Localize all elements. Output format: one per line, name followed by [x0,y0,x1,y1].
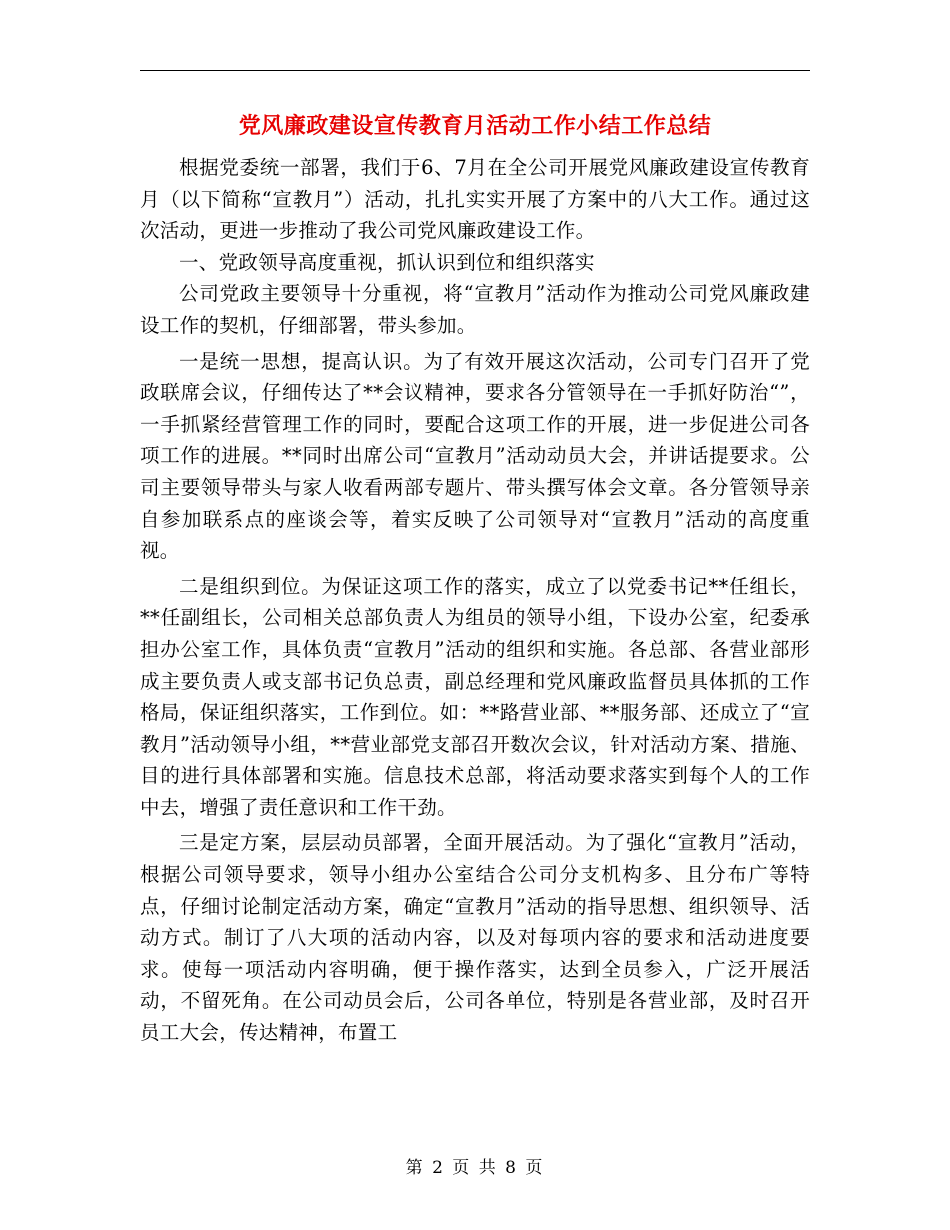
paragraph-point-2: 二是组织到位。为保证这项工作的落实，成立了以党委书记**任组长，**任副组长，公司相关总部负责人为组员的领导小组，下设办公室，纪委承担办公室工作，具体负责“宣教月”活动的组织和实施。各总部、各营业部形成主要负责人或支部书记负总责，副总经理和党风廉政监督员具体抓的工作格局，保证组织落实，工作到位。如：**路营业部、**服务部、还成立了“宣教月”活动领导小组，**营业部党支部召开数次会议，针对活动方案、措施、目的进行具体部署和实施。信息技术总部，将活动要求落实到每个人的工作中去，增强了责任意识和工作干劲。 [140,574,810,819]
header-rule [140,70,810,71]
document-title: 党风廉政建设宣传教育月活动工作小结工作总结 [238,113,712,139]
paragraph-point-3: 三是定方案，层层动员部署，全面开展活动。为了强化“宣教月”活动，根据公司领导要求，领导小组办公室结合公司分支机构多、且分布广等特点，仔细讨论制定活动方案，确定“宣教月”活动的指导思想、组织领导、活动方式。制订了八大项的活动内容，以及对每项内容的要求和活动进度要求。使每一项活动内容明确，便于操作落实，达到全员参入，广泛开展活动，不留死角。在公司动员会后，公司各单位，特别是各营业部，及时召开员工大会，传达精神，布置工 [140,831,810,1045]
paragraph-intro: 根据党委统一部署，我们于6、7月在全公司开展党风廉政建设宣传教育月（以下简称“宣教月”）活动，扎扎实实开展了方案中的八大工作。通过这次活动，更进一步推动了我公司党风廉政建设工作。 [140,156,810,243]
paragraph-point-1: 一是统一思想，提高认识。为了有效开展这次活动，公司专门召开了党政联席会议，仔细传达了**会议精神，要求各分管领导在一手抓好防治“”，一手抓紧经营管理工作的同时，要配合这项工作的开展，进一步促进公司各项工作的进展。**同时出席公司“宣教月”活动动员大会，并讲话提要求。公司主要领导带头与家人收看两部专题片、带头撰写体会文章。各分管领导亲自参加联系点的座谈会等，着实反映了公司领导对“宣教月”活动的高度重视。 [140,349,810,563]
page-footer: 第 2 页 共 8 页 [405,1158,545,1178]
section-heading-1: 一、党政领导高度重视，抓认识到位和组织落实 [179,250,595,274]
paragraph-leadership: 公司党政主要领导十分重视，将“宣教月”活动作为推动公司党风廉政建设工作的契机，仔细部署，带头参加。 [140,282,810,337]
document-body [140,152,810,1049]
